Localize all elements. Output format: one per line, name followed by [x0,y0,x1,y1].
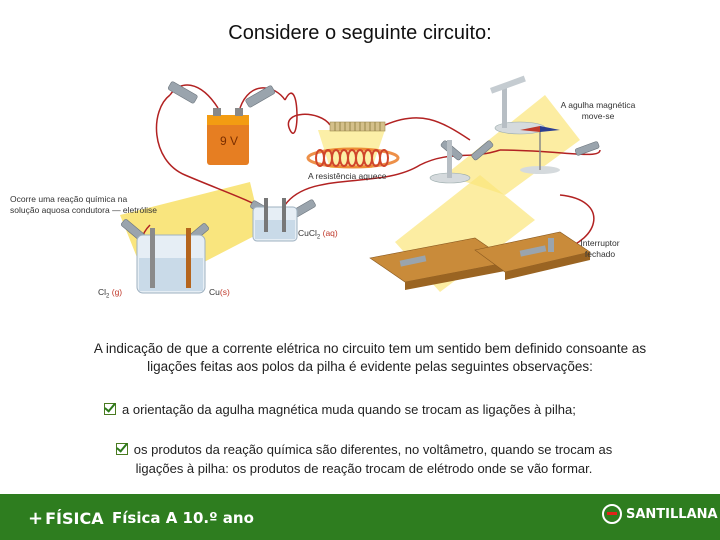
checkbox-icon [116,443,128,455]
label-electrolysis-line1: Ocorre uma reação química na [10,194,128,204]
label-needle-line1: A agulha magnética [560,100,636,110]
battery-9v [207,108,249,165]
page-title: Considere o seguinte circuito: [228,22,492,44]
footer-course: Física A 10.º ano [112,509,254,527]
checkbox-icon [104,403,116,415]
label-resistance: A resistência aquece [308,171,387,181]
label-switch-line1: Interruptor [580,238,620,248]
bullet-item [104,440,624,478]
body-paragraph: A indicação de que a corrente elétrica no circuito tem um sentido bem definido consoante as ligações feitas aos polos da pilha é evidente pelas seguintes observações: [93,341,647,374]
label-electrolysis-line2: solução aquosa condutora — eletrólise [10,205,157,215]
footer-brand-text: FÍSICA [45,509,104,528]
label-cl2 [98,287,122,303]
cu-state: (s) [219,287,230,297]
bullet-text: quando se trocam as ligações à pilha; [354,402,576,417]
publisher-logo [602,504,718,524]
cl2-state: (g) [111,287,123,297]
santillana-logo-icon [602,504,622,524]
cucl2-state: (aq) [322,228,338,238]
wire [285,93,330,133]
label-switch-line2: fechado [584,249,616,259]
label-electrolysis [10,194,157,216]
cucl2-formula: CuCl [298,228,317,238]
bullet-text: , no voltâmetro, quando se trocam as ligações à pilha: os produtos de reação trocam de elétrodo onde se vão formar. [135,442,613,476]
bullet-emphasis: os produtos da reação química são diferentes [133,442,398,457]
cl2-formula: Cl [98,287,107,297]
label-switch [566,238,634,260]
label-needle-line2: move-se [581,111,615,121]
label-needle [548,100,648,122]
footer-brand [28,508,104,529]
label-cucl2 [298,228,338,244]
wire [385,118,470,140]
cl2-subscript: 2 [106,293,110,300]
footer-bar [0,494,720,540]
label-cu [209,287,230,298]
plus-icon: + [28,508,44,529]
bullet-item [104,400,664,419]
publisher-name: SANTILLANA [626,507,718,522]
beaker-large [137,228,205,293]
cu-formula: Cu [209,287,220,297]
battery-label: 9 V [220,134,239,148]
bullet-emphasis: a orientação da agulha magnética muda [122,402,354,417]
cucl2-subscript: 2 [316,234,321,241]
